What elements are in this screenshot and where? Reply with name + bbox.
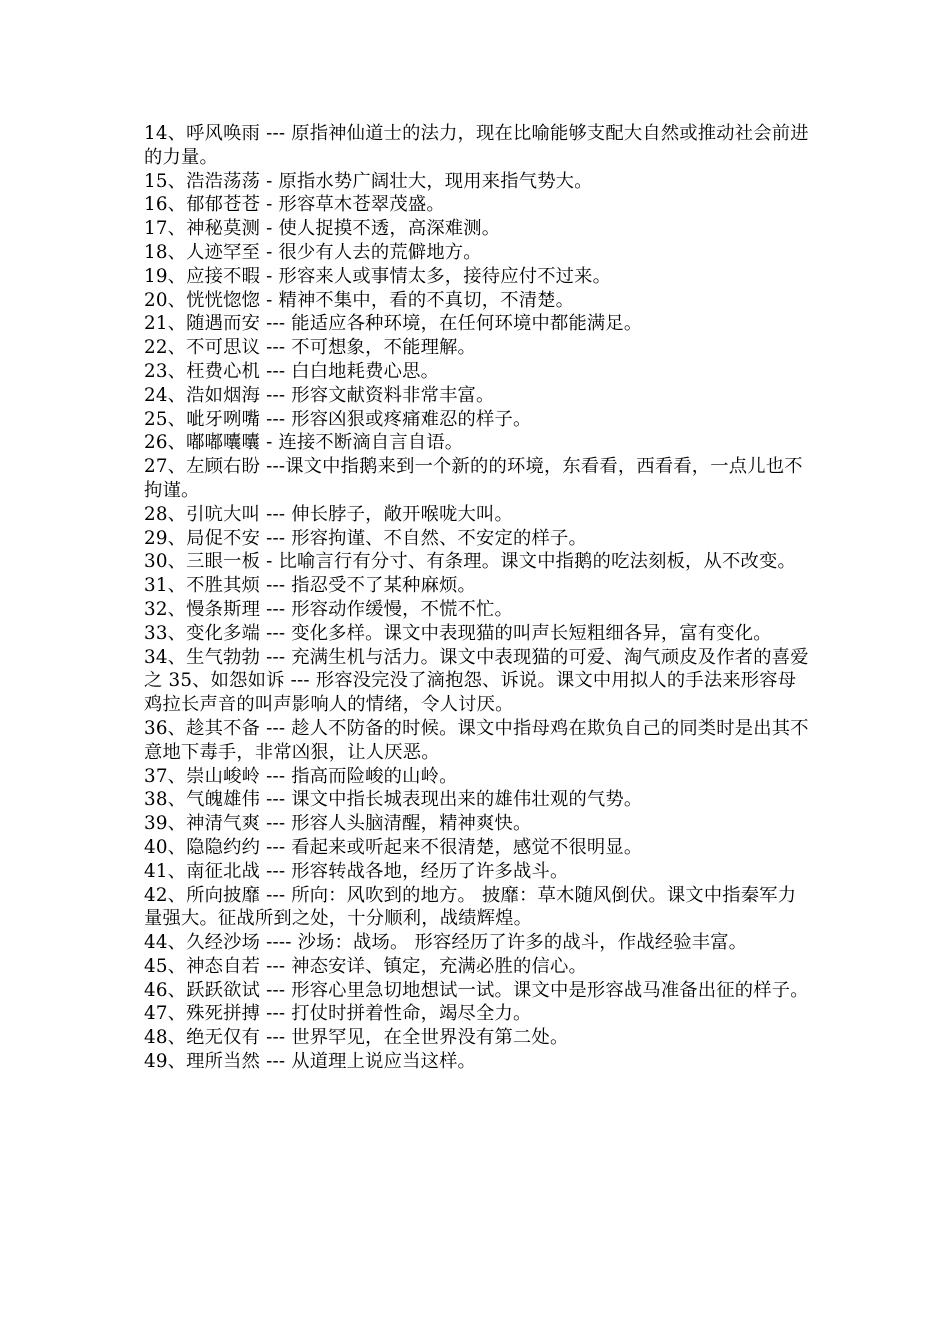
idiom-entry-39: 39、神清气爽 --- 形容人头脑清醒，精神爽快。 [144,813,532,835]
idiom-entry-36: 36、趁其不备 --- 趁人不防备的时候。课文中指母鸡在欺负自己的同类时是出其不意地下毒手，非常凶狠，让人厌恶。 [144,717,809,763]
idiom-entry-15: 15、浩浩荡荡 - 原指水势广阔壮大，现用来指气势大。 [144,170,593,192]
idiom-entry-18: 18、人迹罕至 - 很少有人去的荒僻地方。 [144,241,482,263]
idiom-entry-16: 16、郁郁苍苍 - 形容草木苍翠茂盛。 [144,194,445,216]
idiom-entry-25: 25、呲牙咧嘴 --- 形容凶狠或疼痛难忍的样子。 [144,408,532,430]
idiom-entry-29: 29、局促不安 --- 形容拘谨、不自然、不安定的样子。 [144,527,587,549]
idiom-entry-33: 33、变化多端 --- 变化多样。课文中表现猫的叫声长短粗细各异，富有变化。 [144,622,772,644]
idiom-entry-38: 38、气魄雄伟 --- 课文中指长城表现出来的雄伟壮观的气势。 [144,789,643,811]
idiom-entry-27: 27、左顾右盼 ---课文中指鹅来到一个新的的环境，东看看，西看看，一点儿也不拘谨。 [144,456,803,501]
idiom-entry-41: 41、南征北战 --- 形容转战各地，经历了许多战斗。 [144,860,569,882]
idiom-entry-21: 21、随遇而安 --- 能适应各种环境，在任何环境中都能满足。 [144,313,643,335]
idiom-entry-30: 30、三眼一板 - 比喻言行有分寸、有条理。课文中指鹅的吃法刻板，从不改变。 [144,551,796,573]
document-body [144,122,812,1074]
idiom-entry-31: 31、不胜其烦 --- 指忍受不了某种麻烦。 [144,575,477,597]
idiom-entry-23: 23、枉费心机 --- 白白地耗费心思。 [144,360,440,382]
idiom-entry-49: 49、理所当然 --- 从道理上说应当这样。 [144,1051,477,1073]
idiom-entry-45: 45、神态自若 --- 神态安详、镇定，充满必胜的信心。 [144,955,587,977]
idiom-entry-48: 48、绝无仅有 --- 世界罕见，在全世界没有第二处。 [144,1027,569,1049]
idiom-entry-17: 17、神秘莫测 - 使人捉摸不透，高深难测。 [144,218,501,240]
idiom-entry-24: 24、浩如烟海 --- 形容文献资料非常丰富。 [144,384,495,406]
idiom-entry-40: 40、隐隐约约 --- 看起来或听起来不很清楚，感觉不很明显。 [144,836,643,858]
idiom-entry-34-35: 34、生气勃勃 --- 充满生机与活力。课文中表现猫的可爱、淘气顽皮及作者的喜爱之 35、如怨如诉 --- 形容没完没了滴抱怨、诉说。课文中用拟人的手法来形容母鸡拉长声音的叫声影响人的情绪，令人讨厌。 [144,646,809,716]
idiom-entry-37: 37、崇山峻岭 --- 指高而险峻的山岭。 [144,765,458,787]
idiom-entry-44: 44、久经沙场 ---- 沙场：战场。 形容经历了许多的战斗，作战经验丰富。 [144,932,748,954]
idiom-entry-32: 32、慢条斯理 --- 形容动作缓慢，不慌不忙。 [144,598,513,620]
idiom-entry-42: 42、所向披靡 --- 所向：风吹到的地方。 披靡：草木随风倒伏。课文中指秦军力量强大。征战所到之处，十分顺利，战绩辉煌。 [144,884,797,930]
idiom-entry-26: 26、嘟嘟囔囔 - 连接不断滴自言自语。 [144,432,464,454]
idiom-entry-20: 20、恍恍惚惚 - 精神不集中，看的不真切，不清楚。 [144,289,575,311]
idiom-entry-46: 46、跃跃欲试 --- 形容心里急切地想试一试。课文中是形容战马准备出征的样子。 [144,979,809,1001]
idiom-entry-14: 14、呼风唤雨 --- 原指神仙道士的法力，现在比喻能够支配大自然或推动社会前进的力量。 [144,123,809,168]
idiom-entry-22: 22、不可思议 --- 不可想象，不能理解。 [144,337,477,359]
idiom-entry-28: 28、引吭大叫 --- 伸长脖子，敞开喉咙大叫。 [144,503,513,525]
idiom-entry-19: 19、应接不暇 - 形容来人或事情太多，接待应付不过来。 [144,265,612,287]
idiom-entry-47: 47、殊死拼搏 --- 打仗时拼着性命，竭尽全力。 [144,1003,532,1025]
